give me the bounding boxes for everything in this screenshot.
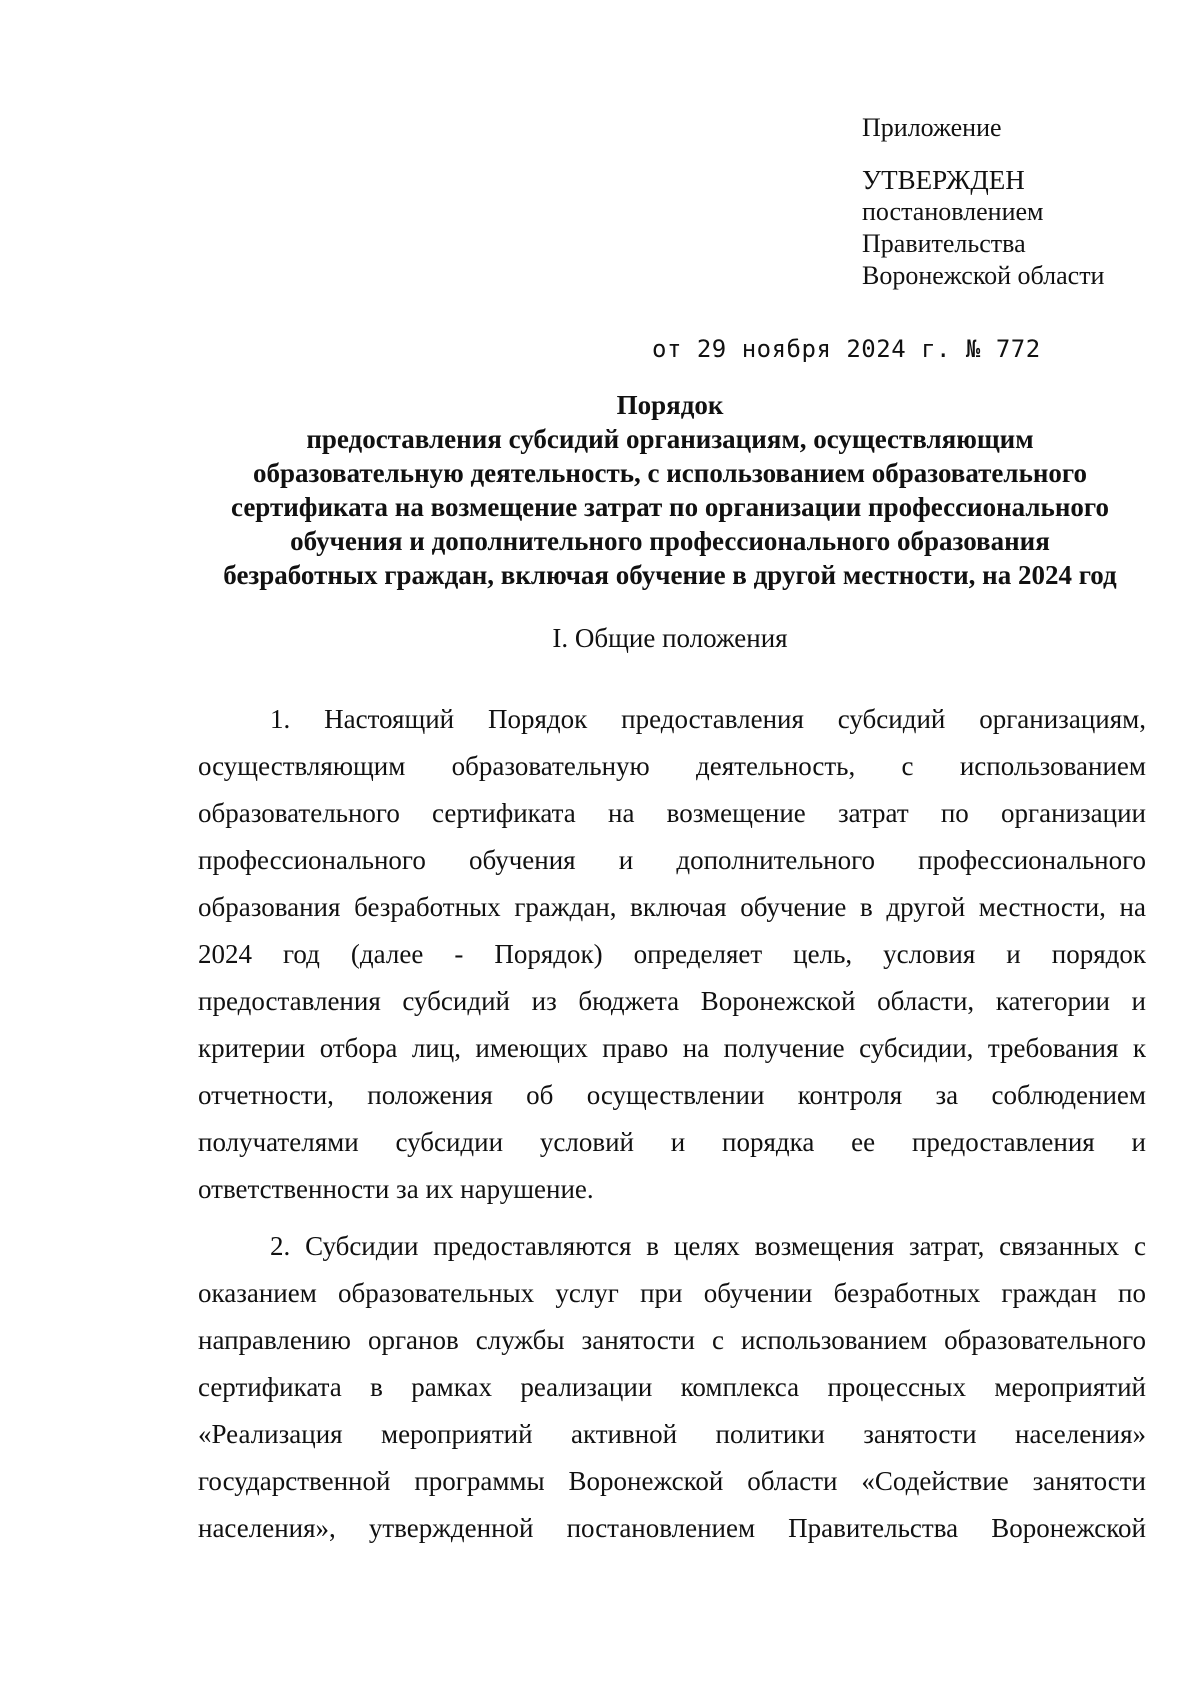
paragraph-line: предоставления субсидий из бюджета Воронежской области, категории и xyxy=(198,986,1146,1016)
paragraph-line: образовательного сертификата на возмещение затрат по организации xyxy=(198,798,1146,828)
paragraph-line: государственной программы Воронежской области «Содействие занятости xyxy=(198,1466,1146,1496)
section-heading: I. Общие положения xyxy=(552,623,788,653)
decree-date: от 29 ноября 2024 г. № 772 xyxy=(652,335,1041,363)
paragraph-line: 2. Субсидии предоставляются в целях возмещения затрат, связанных с xyxy=(270,1231,1146,1261)
approved-label: УТВЕРЖДЕН xyxy=(862,165,1025,195)
approval-line: Правительства xyxy=(862,229,1026,258)
approval-line: Воронежской области xyxy=(862,261,1105,290)
title-line: сертификата на возмещение затрат по организации профессионального xyxy=(231,492,1109,522)
paragraph-line: получателями субсидии условий и порядка ее предоставления и xyxy=(198,1127,1146,1157)
paragraph-gap xyxy=(198,1213,1146,1223)
paragraph-line: 2024 год (далее - Порядок) определяет цель, условия и порядок xyxy=(198,939,1146,969)
approval-line: постановлением xyxy=(862,197,1044,226)
paragraph-1 xyxy=(198,696,1146,1213)
paragraph-line: 1. Настоящий Порядок предоставления субсидий организациям, xyxy=(270,704,1146,734)
title-line: безработных граждан, включая обучение в другой местности, на 2024 год xyxy=(223,560,1117,590)
paragraph-line: оказанием образовательных услуг при обучении безработных граждан по xyxy=(198,1278,1146,1308)
paragraph-line: критерии отбора лиц, имеющих право на получение субсидии, требования к xyxy=(198,1033,1146,1063)
paragraph-line: ответственности за их нарушение. xyxy=(198,1174,594,1204)
paragraph-line: направлению органов службы занятости с использованием образовательного xyxy=(198,1325,1146,1355)
paragraph-line: «Реализация мероприятий активной политики занятости населения» xyxy=(198,1419,1146,1449)
paragraph-line: населения», утвержденной постановлением Правительства Воронежской xyxy=(198,1513,1146,1543)
paragraph-line: образования безработных граждан, включая обучение в другой местности, на xyxy=(198,892,1146,922)
title-line: предоставления субсидий организациям, осуществляющим xyxy=(306,424,1034,454)
appendix-label: Приложение xyxy=(862,113,1002,142)
paragraph-line: сертификата в рамках реализации комплекса процессных мероприятий xyxy=(198,1372,1146,1402)
approval-stamp xyxy=(862,112,1104,292)
paragraph-2 xyxy=(198,1223,1146,1552)
paragraph-line: профессионального обучения и дополнительного профессионального xyxy=(198,845,1146,875)
paragraph-line: осуществляющим образовательную деятельность, с использованием xyxy=(198,751,1146,781)
body-text xyxy=(198,696,1146,1552)
paragraph-line: отчетности, положения об осуществлении контроля за соблюдением xyxy=(198,1080,1146,1110)
title-main: Порядок xyxy=(616,390,724,420)
document-title xyxy=(195,388,1145,592)
title-line: образовательную деятельность, с использованием образовательного xyxy=(252,458,1087,488)
title-line: обучения и дополнительного профессионального образования xyxy=(290,526,1050,556)
